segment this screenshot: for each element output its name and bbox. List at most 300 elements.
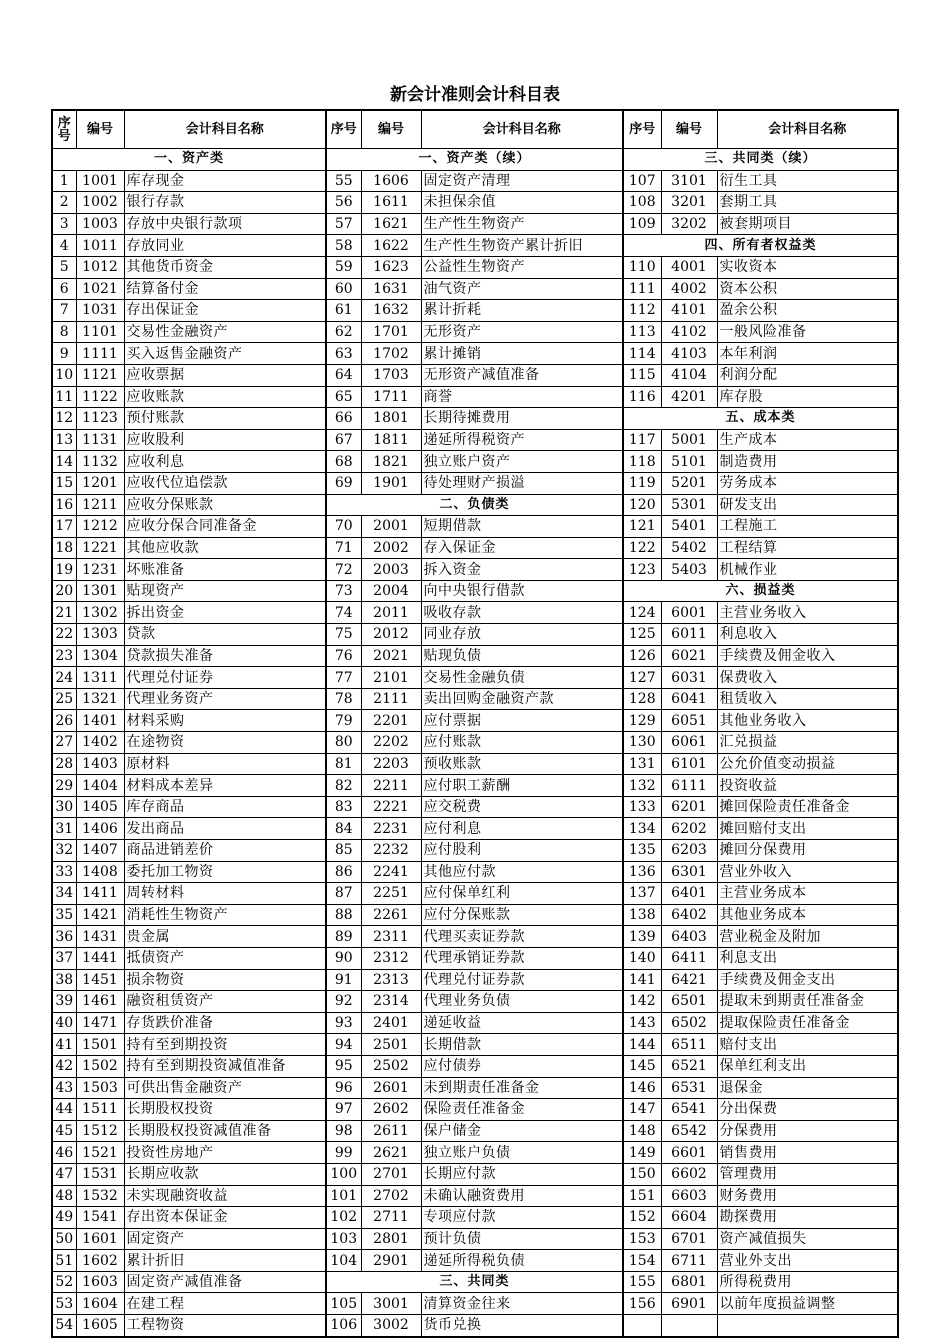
account-name: 累计摊销 <box>421 343 623 365</box>
row-seq: 32 <box>52 840 76 862</box>
account-name: 营业税金及附加 <box>717 926 898 948</box>
account-code: 1401 <box>76 710 124 732</box>
account-name: 库存商品 <box>124 796 326 818</box>
account-name: 发出商品 <box>124 818 326 840</box>
table-row <box>52 213 898 235</box>
category-heading: 四、所有者权益类 <box>623 235 898 257</box>
table-row <box>52 732 898 754</box>
row-seq: 44 <box>52 1099 76 1121</box>
account-code: 1431 <box>76 926 124 948</box>
category-heading: 一、资产类（续） <box>326 149 623 171</box>
account-name: 材料成本差异 <box>124 775 326 797</box>
row-seq: 116 <box>623 386 661 408</box>
header-name: 会计科目名称 <box>717 110 898 149</box>
account-name: 所得税费用 <box>717 1271 898 1293</box>
account-name: 保费收入 <box>717 667 898 689</box>
row-seq: 100 <box>326 1163 361 1185</box>
account-code: 2611 <box>361 1120 421 1142</box>
row-seq: 113 <box>623 321 661 343</box>
account-code: 2012 <box>361 624 421 646</box>
row-seq: 50 <box>52 1228 76 1250</box>
account-name: 手续费及佣金支出 <box>717 969 898 991</box>
row-seq: 98 <box>326 1120 361 1142</box>
account-code: 1601 <box>76 1228 124 1250</box>
account-code: 1703 <box>361 364 421 386</box>
account-code: 1304 <box>76 645 124 667</box>
account-name: 主营业务收入 <box>717 602 898 624</box>
account-code: 1011 <box>76 235 124 257</box>
account-code: 3101 <box>661 170 717 192</box>
row-seq: 122 <box>623 537 661 559</box>
account-name: 存货跌价准备 <box>124 1012 326 1034</box>
row-seq: 2 <box>52 192 76 214</box>
account-name: 可供出售金融资产 <box>124 1077 326 1099</box>
account-name: 资产减值损失 <box>717 1228 898 1250</box>
page-title: 新会计准则会计科目表 <box>390 85 560 105</box>
account-name: 向中央银行借款 <box>421 580 623 602</box>
account-code: 3202 <box>661 213 717 235</box>
row-seq: 4 <box>52 235 76 257</box>
empty-cell <box>623 1315 661 1337</box>
account-code: 6541 <box>661 1099 717 1121</box>
account-name: 主营业务成本 <box>717 883 898 905</box>
table-row <box>52 753 898 775</box>
row-seq: 136 <box>623 861 661 883</box>
account-name: 应付职工薪酬 <box>421 775 623 797</box>
row-seq: 153 <box>623 1228 661 1250</box>
row-seq: 29 <box>52 775 76 797</box>
row-seq: 38 <box>52 969 76 991</box>
header-seq: 序号 <box>326 110 361 149</box>
account-name: 抵债资产 <box>124 947 326 969</box>
row-seq: 77 <box>326 667 361 689</box>
account-name: 库存股 <box>717 386 898 408</box>
row-seq: 94 <box>326 1034 361 1056</box>
row-seq: 103 <box>326 1228 361 1250</box>
account-code: 1407 <box>76 840 124 862</box>
account-code: 2901 <box>361 1250 421 1272</box>
row-seq: 92 <box>326 991 361 1013</box>
row-seq: 118 <box>623 451 661 473</box>
row-seq: 115 <box>623 364 661 386</box>
row-seq: 132 <box>623 775 661 797</box>
account-name: 存放同业 <box>124 235 326 257</box>
row-seq: 53 <box>52 1293 76 1315</box>
row-seq: 131 <box>623 753 661 775</box>
row-seq: 109 <box>623 213 661 235</box>
row-seq: 15 <box>52 472 76 494</box>
table-row <box>52 472 898 494</box>
account-code: 1003 <box>76 213 124 235</box>
account-name: 买入返售金融资产 <box>124 343 326 365</box>
account-code: 1211 <box>76 494 124 516</box>
account-name: 保单红利支出 <box>717 1055 898 1077</box>
row-seq: 30 <box>52 796 76 818</box>
account-code: 1622 <box>361 235 421 257</box>
row-seq: 1 <box>52 170 76 192</box>
account-code: 3001 <box>361 1293 421 1315</box>
row-seq: 141 <box>623 969 661 991</box>
row-seq: 107 <box>623 170 661 192</box>
row-seq: 108 <box>623 192 661 214</box>
account-code: 2002 <box>361 537 421 559</box>
account-code: 6711 <box>661 1250 717 1272</box>
row-seq: 142 <box>623 991 661 1013</box>
row-seq: 121 <box>623 516 661 538</box>
account-code: 1702 <box>361 343 421 365</box>
account-name: 存放中央银行款项 <box>124 213 326 235</box>
row-seq: 52 <box>52 1271 76 1293</box>
account-code: 1821 <box>361 451 421 473</box>
row-seq: 144 <box>623 1034 661 1056</box>
account-code: 1621 <box>361 213 421 235</box>
row-seq: 78 <box>326 688 361 710</box>
account-code: 1502 <box>76 1055 124 1077</box>
account-code: 1531 <box>76 1163 124 1185</box>
table-row <box>52 278 898 300</box>
row-seq: 51 <box>52 1250 76 1272</box>
account-code: 6501 <box>661 991 717 1013</box>
row-seq: 70 <box>326 516 361 538</box>
row-seq: 84 <box>326 818 361 840</box>
account-code: 1501 <box>76 1034 124 1056</box>
account-code: 2004 <box>361 580 421 602</box>
row-seq: 6 <box>52 278 76 300</box>
account-code: 5403 <box>661 559 717 581</box>
account-name: 专项应付款 <box>421 1207 623 1229</box>
row-seq: 145 <box>623 1055 661 1077</box>
account-code: 1532 <box>76 1185 124 1207</box>
row-seq: 35 <box>52 904 76 926</box>
row-seq: 143 <box>623 1012 661 1034</box>
header-code: 编号 <box>76 110 124 149</box>
header-code: 编号 <box>661 110 717 149</box>
table-row <box>52 645 898 667</box>
account-name: 退保金 <box>717 1077 898 1099</box>
row-seq: 20 <box>52 580 76 602</box>
account-name: 利息支出 <box>717 947 898 969</box>
header-seq: 序号 <box>623 110 661 149</box>
account-code: 1603 <box>76 1271 124 1293</box>
category-heading: 二、负债类 <box>326 494 623 516</box>
account-name: 管理费用 <box>717 1163 898 1185</box>
account-name: 汇兑损益 <box>717 732 898 754</box>
row-seq: 16 <box>52 494 76 516</box>
account-name: 实收资本 <box>717 256 898 278</box>
account-code: 6201 <box>661 796 717 818</box>
account-name: 未确认融资费用 <box>421 1185 623 1207</box>
account-name: 存入保证金 <box>421 537 623 559</box>
row-seq: 75 <box>326 624 361 646</box>
table-row <box>52 602 898 624</box>
account-name: 分出保费 <box>717 1099 898 1121</box>
account-name: 其他业务收入 <box>717 710 898 732</box>
account-name: 预收账款 <box>421 753 623 775</box>
row-seq: 41 <box>52 1034 76 1056</box>
account-code: 1701 <box>361 321 421 343</box>
account-code: 2221 <box>361 796 421 818</box>
category-heading: 一、资产类 <box>52 149 326 171</box>
account-name: 商品进销差价 <box>124 840 326 862</box>
table-row <box>52 580 898 602</box>
account-code: 1201 <box>76 472 124 494</box>
table-row <box>52 300 898 322</box>
account-code: 1123 <box>76 408 124 430</box>
row-seq: 33 <box>52 861 76 883</box>
account-name: 卖出回购金融资产款 <box>421 688 623 710</box>
row-seq: 147 <box>623 1099 661 1121</box>
row-seq: 39 <box>52 991 76 1013</box>
account-name: 递延所得税负债 <box>421 1250 623 1272</box>
account-name: 赔付支出 <box>717 1034 898 1056</box>
table-row <box>52 861 898 883</box>
table-row <box>52 537 898 559</box>
account-name: 贴现资产 <box>124 580 326 602</box>
row-seq: 110 <box>623 256 661 278</box>
account-code: 1801 <box>361 408 421 430</box>
row-seq: 7 <box>52 300 76 322</box>
account-code: 5201 <box>661 472 717 494</box>
account-code: 5301 <box>661 494 717 516</box>
account-code: 4101 <box>661 300 717 322</box>
account-code: 2261 <box>361 904 421 926</box>
row-seq: 47 <box>52 1163 76 1185</box>
account-code: 6402 <box>661 904 717 926</box>
table-row <box>52 818 898 840</box>
account-code: 1111 <box>76 343 124 365</box>
account-name: 分保费用 <box>717 1120 898 1142</box>
account-code: 2021 <box>361 645 421 667</box>
row-seq: 95 <box>326 1055 361 1077</box>
table-row <box>52 1250 898 1272</box>
row-seq: 63 <box>326 343 361 365</box>
account-code: 6701 <box>661 1228 717 1250</box>
account-name: 摊回分保费用 <box>717 840 898 862</box>
account-name: 贷款损失准备 <box>124 645 326 667</box>
row-seq: 73 <box>326 580 361 602</box>
row-seq: 57 <box>326 213 361 235</box>
account-name: 融资租赁资产 <box>124 991 326 1013</box>
table-row <box>52 1120 898 1142</box>
account-name: 本年利润 <box>717 343 898 365</box>
row-seq: 59 <box>326 256 361 278</box>
row-seq: 150 <box>623 1163 661 1185</box>
account-name: 保户储金 <box>421 1120 623 1142</box>
account-code: 2313 <box>361 969 421 991</box>
account-code: 1511 <box>76 1099 124 1121</box>
row-seq: 9 <box>52 343 76 365</box>
row-seq: 83 <box>326 796 361 818</box>
account-name: 其他应付款 <box>421 861 623 883</box>
account-code: 1411 <box>76 883 124 905</box>
table-row <box>52 710 898 732</box>
account-name: 应付利息 <box>421 818 623 840</box>
account-name: 待处理财产损溢 <box>421 472 623 494</box>
row-seq: 101 <box>326 1185 361 1207</box>
account-code: 2232 <box>361 840 421 862</box>
account-code: 6604 <box>661 1207 717 1229</box>
account-name: 投资性房地产 <box>124 1142 326 1164</box>
account-code: 2401 <box>361 1012 421 1034</box>
account-code: 1521 <box>76 1142 124 1164</box>
account-name: 应付股利 <box>421 840 623 862</box>
account-code: 6401 <box>661 883 717 905</box>
row-seq: 88 <box>326 904 361 926</box>
row-seq: 79 <box>326 710 361 732</box>
row-seq: 124 <box>623 602 661 624</box>
account-code: 5001 <box>661 429 717 451</box>
header-code: 编号 <box>361 110 421 149</box>
account-code: 6031 <box>661 667 717 689</box>
row-seq: 19 <box>52 559 76 581</box>
account-name: 利润分配 <box>717 364 898 386</box>
table-row <box>52 1055 898 1077</box>
account-name: 无形资产 <box>421 321 623 343</box>
account-name: 劳务成本 <box>717 472 898 494</box>
table-row <box>52 321 898 343</box>
row-seq: 155 <box>623 1271 661 1293</box>
account-code: 2211 <box>361 775 421 797</box>
row-seq: 97 <box>326 1099 361 1121</box>
account-name: 长期借款 <box>421 1034 623 1056</box>
table-row <box>52 775 898 797</box>
account-code: 6901 <box>661 1293 717 1315</box>
row-seq: 137 <box>623 883 661 905</box>
account-code: 1031 <box>76 300 124 322</box>
account-name: 应付账款 <box>421 732 623 754</box>
row-seq: 60 <box>326 278 361 300</box>
account-code: 2231 <box>361 818 421 840</box>
account-code: 1632 <box>361 300 421 322</box>
account-code: 1122 <box>76 386 124 408</box>
table-row <box>52 516 898 538</box>
row-seq: 87 <box>326 883 361 905</box>
account-name: 持有至到期投资减值准备 <box>124 1055 326 1077</box>
account-name: 勘探费用 <box>717 1207 898 1229</box>
account-code: 1606 <box>361 170 421 192</box>
row-seq: 146 <box>623 1077 661 1099</box>
table-row <box>52 1185 898 1207</box>
table-row <box>52 1207 898 1229</box>
account-name: 拆出资金 <box>124 602 326 624</box>
account-name: 应收分保账款 <box>124 494 326 516</box>
account-code: 1021 <box>76 278 124 300</box>
account-code: 1311 <box>76 667 124 689</box>
account-code: 2011 <box>361 602 421 624</box>
table-row <box>52 343 898 365</box>
account-code: 1441 <box>76 947 124 969</box>
category-heading: 六、损益类 <box>623 580 898 602</box>
row-seq: 24 <box>52 667 76 689</box>
account-name: 代理业务负债 <box>421 991 623 1013</box>
account-name: 贴现负债 <box>421 645 623 667</box>
account-name: 贷款 <box>124 624 326 646</box>
account-code: 2702 <box>361 1185 421 1207</box>
account-name: 独立账户资产 <box>421 451 623 473</box>
row-seq: 90 <box>326 947 361 969</box>
row-seq: 126 <box>623 645 661 667</box>
table-row <box>52 192 898 214</box>
account-code: 6301 <box>661 861 717 883</box>
account-code: 1421 <box>76 904 124 926</box>
account-name: 应收利息 <box>124 451 326 473</box>
account-name: 长期应付款 <box>421 1163 623 1185</box>
row-seq: 120 <box>623 494 661 516</box>
account-code: 6511 <box>661 1034 717 1056</box>
account-name: 独立账户负债 <box>421 1142 623 1164</box>
row-seq: 102 <box>326 1207 361 1229</box>
account-code: 1503 <box>76 1077 124 1099</box>
row-seq: 27 <box>52 732 76 754</box>
account-name: 原材料 <box>124 753 326 775</box>
account-code: 4104 <box>661 364 717 386</box>
account-code: 2502 <box>361 1055 421 1077</box>
row-seq: 105 <box>326 1293 361 1315</box>
account-code: 2601 <box>361 1077 421 1099</box>
table-row <box>52 149 898 171</box>
account-name: 预计负债 <box>421 1228 623 1250</box>
row-seq: 55 <box>326 170 361 192</box>
account-name: 油气资产 <box>421 278 623 300</box>
account-code: 3201 <box>661 192 717 214</box>
account-name: 营业外收入 <box>717 861 898 883</box>
account-code: 1604 <box>76 1293 124 1315</box>
row-seq: 14 <box>52 451 76 473</box>
account-code: 1402 <box>76 732 124 754</box>
account-code: 6101 <box>661 753 717 775</box>
table-row <box>52 904 898 926</box>
account-code: 2101 <box>361 667 421 689</box>
row-seq: 151 <box>623 1185 661 1207</box>
account-code: 1611 <box>361 192 421 214</box>
row-seq: 25 <box>52 688 76 710</box>
account-name: 递延收益 <box>421 1012 623 1034</box>
row-seq: 3 <box>52 213 76 235</box>
table-row <box>52 624 898 646</box>
account-name: 制造费用 <box>717 451 898 473</box>
account-code: 6041 <box>661 688 717 710</box>
account-name: 衍生工具 <box>717 170 898 192</box>
account-code: 1471 <box>76 1012 124 1034</box>
account-code: 1301 <box>76 580 124 602</box>
account-name: 累计折耗 <box>421 300 623 322</box>
account-name: 贵金属 <box>124 926 326 948</box>
category-heading: 三、共同类 <box>326 1271 623 1293</box>
empty-cell <box>661 1315 717 1337</box>
table-row <box>52 1228 898 1250</box>
table-row <box>52 235 898 257</box>
table-row <box>52 386 898 408</box>
row-seq: 21 <box>52 602 76 624</box>
account-code: 2501 <box>361 1034 421 1056</box>
table-row <box>52 170 898 192</box>
row-seq: 152 <box>623 1207 661 1229</box>
row-seq: 42 <box>52 1055 76 1077</box>
row-seq: 104 <box>326 1250 361 1272</box>
account-name: 应付分保账款 <box>421 904 623 926</box>
account-name: 应收账款 <box>124 386 326 408</box>
row-seq: 139 <box>623 926 661 948</box>
account-code: 1321 <box>76 688 124 710</box>
account-code: 1541 <box>76 1207 124 1229</box>
account-code: 1461 <box>76 991 124 1013</box>
account-code: 1131 <box>76 429 124 451</box>
row-seq: 96 <box>326 1077 361 1099</box>
row-seq: 48 <box>52 1185 76 1207</box>
row-seq: 34 <box>52 883 76 905</box>
account-name: 代理买卖证券款 <box>421 926 623 948</box>
account-name: 其他业务成本 <box>717 904 898 926</box>
